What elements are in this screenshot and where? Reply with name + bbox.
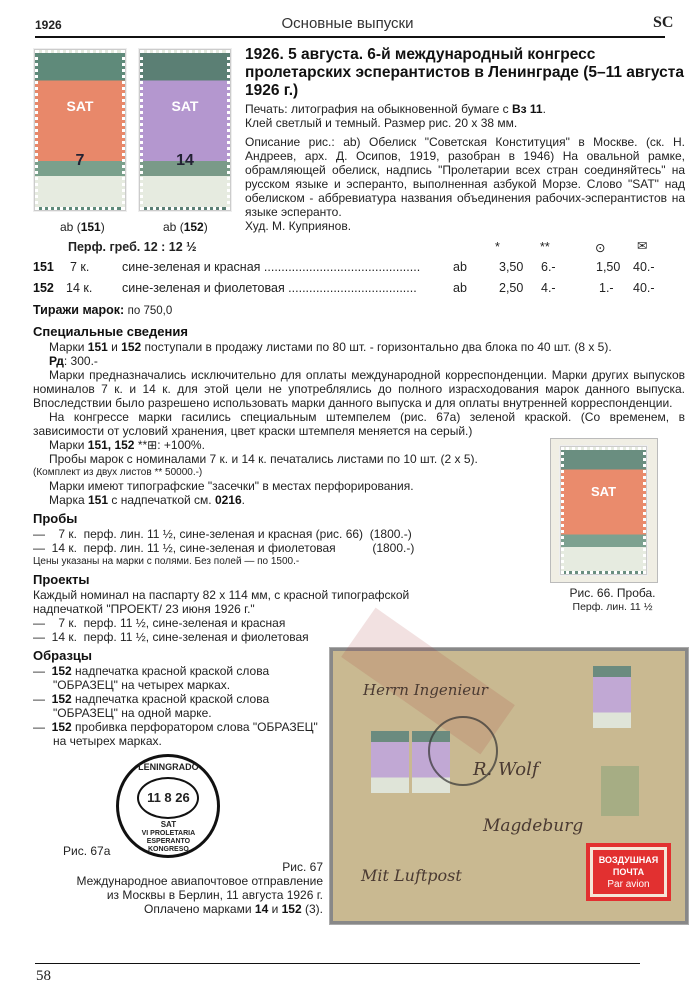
price-col: ** [540,240,550,254]
catalog-table [33,240,685,302]
stamp-image-151: SAT 7 [35,50,125,210]
publisher-logo: SC [653,14,674,31]
print-run: Тиражи марок: по 750,0 [33,303,173,317]
header-section: Основные выпуски [281,15,414,32]
row-design: ab [453,281,467,295]
header-rule [35,36,665,38]
stamp-image-152: SAT 14 [140,50,230,210]
price: 40.- [633,281,655,295]
page-number: 58 [36,968,51,984]
stamp-caption: ab (152) [163,220,208,234]
proof-stamp-image: SAT [561,447,646,574]
price: 3,50 [499,260,524,274]
footer-rule [35,963,640,964]
perforation-heading: Перф. греб. 12 : 12 ½ [68,240,197,254]
fig67a-caption: Рис. 67а [63,844,111,858]
row-number: 151 [33,260,54,274]
specimens-section: Образцы — 152 надпечатка красной краской слова "ОБРАЗЕЦ" на четырех марках. — 152 надпечатка красной краской слова "ОБРАЗЕЦ" на одной марке. — 152 пробивка перфоратором слова "ОБРАЗЕЦ" на четырех марках. [33,648,318,748]
issue-title: 1926. 5 августа. 6-й международный конгресс пролетарских эсперантистов в Ленинграде (5–11 августа 1926 г.) [245,46,684,99]
price: 40.- [633,260,655,274]
stamp-images [33,44,245,236]
issue-header [33,44,685,236]
row-value: 14 к. [66,281,93,295]
row-design: ab [453,260,467,274]
fig66 [550,438,685,614]
price: 6.- [541,260,556,274]
page-content [33,44,685,924]
airmail-cover-image: Herrn Ingenieur R. Wolf Magdeburg Mit Luftpost ВОЗДУШНАЯ ПОЧТА Par avion [330,648,688,924]
fig67-caption: Рис. 67 Международное авиапочтовое отправление из Москвы в Берлин, 11 августа 1926 г. Оплачено марками 14 и 152 (3). [76,860,323,916]
price: 1.- [599,281,614,295]
fig66-caption: Рис. 66. Проба. Перф. лин. 11 ½ [569,586,656,613]
proofs-section: Пробы — 7 к. перф. лин. 11 ½, сине-зеленая и красная (рис. 66) (1800.-) — 14 к. перф. лин. 11 ½, сине-зеленая и фиолетовая (1800.-) Цены указаны на марки с полями. Без полей — по 1500.- [33,511,415,567]
row-number: 152 [33,281,54,295]
row-color: сине-зеленая и фиолетовая ..................................... [122,281,417,295]
price-col: ⊙ [595,241,606,255]
header-year: 1926 [35,18,62,32]
price-col: * [495,240,500,254]
special-info: Специальные сведения Марки 151 и 152 поступали в продажу листами по 80 шт. - горизонтально два блока по 40 шт. (8 x 5). Рд: 300.- Марки предназначались исключительно для оплаты международной корреспонденции. Марки других выпусков номиналов 7 к. и 14 к. для этой цели не употреблялись до полного израсходования марок данного выпуска. Впоследствии было разрешено использовать марки данного выпуска и для оплаты внутренней корреспонденции. На конгрессе марки гасились специальным штемпелем (рис. 67а) зеленой краской. (Со временем, в зависимости от условий хранения, цвет краски штемпеля меняется на серый.) SAT Рис. 66. Проба. Перф. лин. 11 ½ Марки 151, 152 **⊞: +100%. Пробы марок с номиналами 7 к. и 14 к. печатались листами по 10 шт. (2 x 5). (Комплект из двух листов ** 50000.-) Марки имеют типографские "засечки" в местах перфорирования. Марка 151 с надпечаткой см. 0216. [33,324,685,613]
postmark-fig67a: LENINGRADO 11 8 26 SAT VI PROLETARIA ESPERANTO KONGRESO [116,754,220,858]
price: 1,50 [596,260,621,274]
issue-info: Печать: литография на обыкновенной бумаге с Вз 11. Клей светлый и темный. Размер рис. 20 x 38 мм. Описание рис.: ab) Обелиск "Советская Конституция" в Москве. (ск. Н. Андреев, арх. Д. Осипов, 1919, разобран в 1946) На овальной рамке, обрамляющей обелиск, надпись "Пролетарии всех стран соединяйтесь" на русском языке и эсперанто, выполненная азбукой Морзе. Слово "SAT" над обелиском - аббревиатура названия объединения рабочих-эсперантистов на языке эсперанто. Худ. М. Куприянов. [245,102,685,233]
stamp-caption: ab (151) [60,220,105,234]
projects-section: Проекты Каждый номинал на паспарту 82 x 114 мм, с красной типографской надпечаткой "ПРОЕКТ/ 23 июня 1926 г." — 7 к. перф. 11 ½, сине-зеленая и красная — 14 к. перф. 11 ½, сине-зеленая и фиолетовая [33,572,410,644]
price: 4.- [541,281,556,295]
proof-sheet-margin [550,438,658,583]
row-color: сине-зеленая и красная ............................................. [122,260,421,274]
cover-col: ✉ [637,239,648,253]
airmail-label: ВОЗДУШНАЯ ПОЧТА Par avion [586,843,671,901]
row-value: 7 к. [70,260,90,274]
price: 2,50 [499,281,524,295]
